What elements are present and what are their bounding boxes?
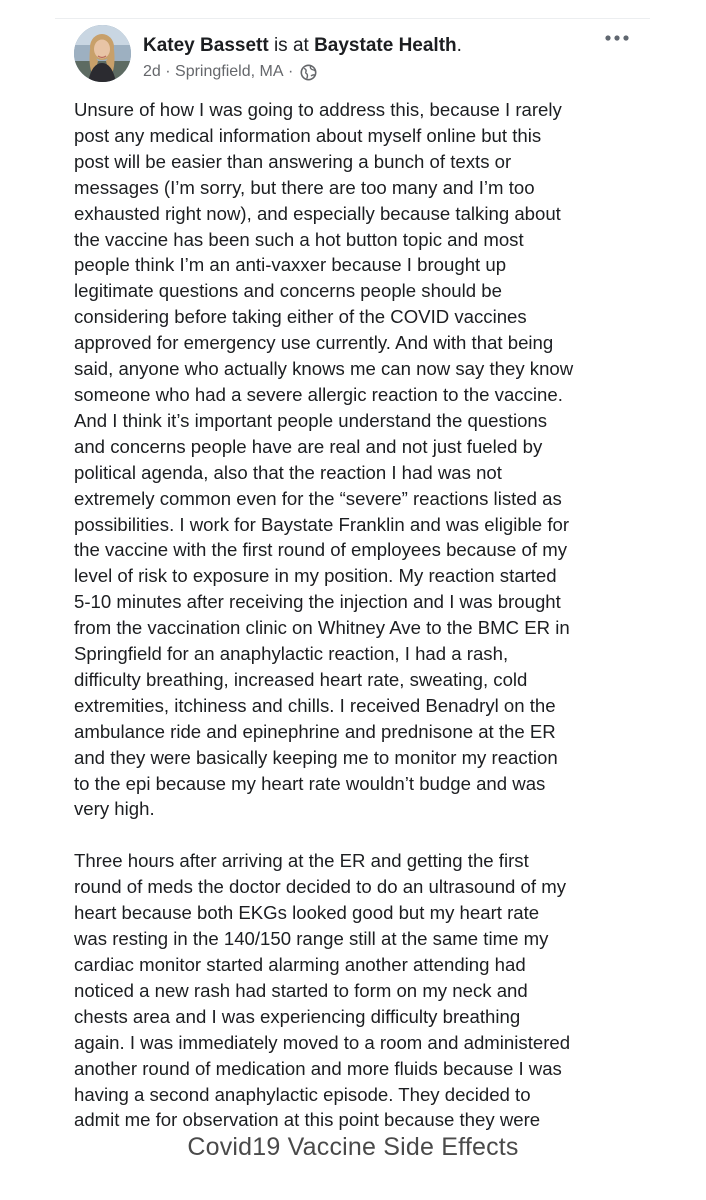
more-options-button[interactable]: [602, 31, 632, 45]
meta-separator-2: ·: [283, 63, 298, 80]
post-text-line: 5-10 minutes after receiving the injection and I was brought: [74, 591, 561, 613]
checkin-place[interactable]: Baystate Health: [314, 35, 457, 56]
post-paragraph-1: [74, 97, 646, 822]
avatar[interactable]: [74, 25, 131, 82]
post-text-line: said, anyone who actually knows me can now say they know: [74, 358, 574, 380]
post-text-line: to the epi because my heart rate wouldn’t budge and was: [74, 772, 546, 794]
post-text-line: admit me for observation at this point because they were: [74, 1109, 541, 1131]
post-text-line: And I think it’s important people understand the questions: [74, 409, 548, 431]
profile-photo-icon: [74, 25, 131, 82]
post-meta: [143, 62, 317, 82]
post-text-line: again. I was immediately moved to a room and administered: [74, 1031, 571, 1053]
caption-watermark: Covid19 Vaccine Side Effects: [187, 1133, 519, 1161]
post-text-line: very high.: [74, 798, 155, 820]
post-text-line: post will be easier than answering a bunch of texts or: [74, 150, 512, 172]
post-text-line: considering before taking either of the COVID vaccines: [74, 306, 527, 328]
post-text: [74, 97, 646, 1133]
post-text-line: ambulance ride and epinephrine and prednisone at the ER: [74, 720, 556, 742]
post-text-line: legitimate questions and concerns people should be: [74, 280, 502, 302]
post-text-line: and they were basically keeping me to monitor my reaction: [74, 746, 558, 768]
post-text-line: level of risk to exposure in my position. My reaction started: [74, 565, 557, 587]
post-text-line: was resting in the 140/150 range still at the same time my: [74, 928, 549, 950]
post-text-line: noticed a new rash had started to form on my neck and: [74, 979, 528, 1001]
post-text-line: heart because both EKGs looked good but my heart rate: [74, 902, 540, 924]
meta-separator: ·: [160, 63, 176, 80]
post-text-line: the vaccine with the first round of employees because of my: [74, 539, 567, 561]
author-period: .: [456, 35, 462, 56]
post-header: [74, 25, 634, 87]
post-text-line: approved for emergency use currently. And with that being: [74, 332, 554, 354]
post-text-line: difficulty breathing, increased heart rate, sweating, cold: [74, 668, 528, 690]
post-text-line: Springfield for an anaphylactic reaction, I had a rash,: [74, 643, 509, 665]
post-text-line: and concerns people have are real and not just fueled by: [74, 435, 543, 457]
globe-icon: [300, 64, 317, 81]
post-text-line: round of meds the doctor decided to do an ultrasound of my: [74, 876, 567, 898]
post-text-line: messages (I’m sorry, but there are too many and I’m too: [74, 176, 535, 198]
post-text-line: exhausted right now), and especially because talking about: [74, 202, 561, 224]
post-text-line: chests area and I was experiencing difficulty breathing: [74, 1005, 521, 1027]
post-text-line: extremely common even for the “severe” reactions listed as: [74, 487, 562, 509]
post-text-line: the vaccine has been such a hot button topic and most: [74, 228, 524, 250]
post-text-line: another round of medication and more fluids because I was: [74, 1057, 562, 1079]
post-text-line: someone who had a severe allergic reaction to the vaccine.: [74, 383, 563, 405]
post-text-line: political agenda, also that the reaction I had was not: [74, 461, 502, 483]
post-timestamp[interactable]: 2d: [143, 63, 161, 80]
paragraph-gap: [74, 822, 646, 848]
post-text-line: possibilities. I work for Baystate Franklin and was eligible for: [74, 513, 570, 535]
author-line: [143, 34, 462, 58]
facebook-post: [55, 18, 650, 1129]
post-text-line: from the vaccination clinic on Whitney Ave to the BMC ER in: [74, 617, 570, 639]
more-options-icon: [602, 31, 632, 45]
post-text-line: Three hours after arriving at the ER and getting the first: [74, 850, 529, 872]
post-text-line: cardiac monitor started alarming another attending had: [74, 954, 526, 975]
post-text-line: post any medical information about myself online but this: [74, 124, 542, 146]
post-text-line: having a second anaphylactic episode. They decided to: [74, 1083, 531, 1105]
post-text-line: extremities, itchiness and chills. I received Benadryl on the: [74, 694, 556, 716]
post-paragraph-2: [74, 848, 646, 1133]
post-text-line: people think I’m an anti-vaxxer because I brought up: [74, 254, 507, 276]
author-name[interactable]: Katey Bassett: [143, 35, 269, 56]
author-connector: is at: [268, 35, 315, 56]
post-text-line: Unsure of how I was going to address this, because I rarely: [74, 99, 562, 120]
post-location[interactable]: Springfield, MA: [175, 63, 284, 80]
